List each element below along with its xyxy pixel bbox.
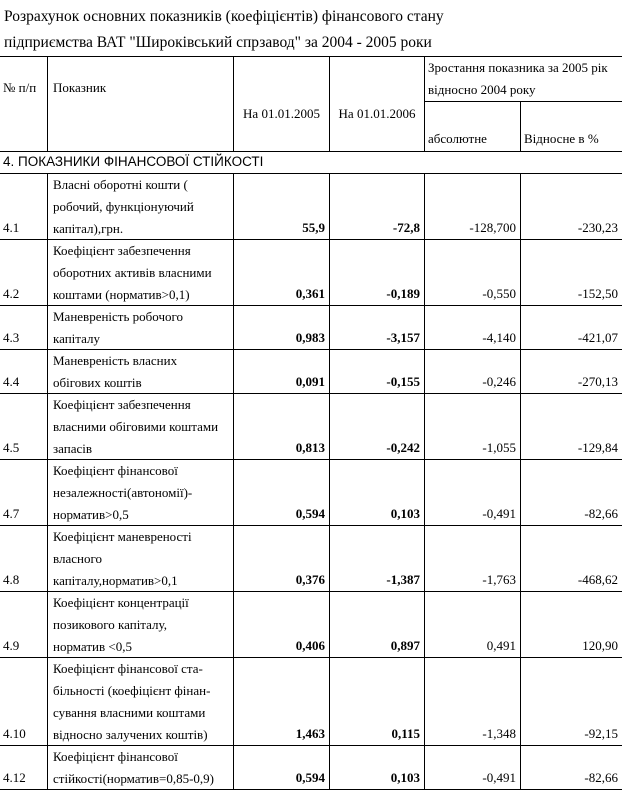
row-value-2005 <box>234 526 330 592</box>
row-growth-absolute <box>425 240 521 306</box>
row-growth-relative <box>521 174 622 240</box>
header-growth: Зростання показника за 2005 рік відносно 2004 року <box>425 56 622 102</box>
row-value-2006 <box>330 460 425 526</box>
row-growth-absolute-text: -1,763 <box>482 572 516 587</box>
row-growth-relative <box>521 394 622 460</box>
row-value-2006-text: -3,157 <box>386 330 420 345</box>
row-growth-absolute-text: -128,700 <box>469 220 516 235</box>
row-value-2005-text: 0,813 <box>295 440 325 455</box>
row-value-2006-text: -72,8 <box>392 220 420 235</box>
row-value-2005-text: 55,9 <box>302 220 325 235</box>
row-growth-relative-text: -270,13 <box>577 374 618 389</box>
row-growth-relative <box>521 592 622 658</box>
row-indicator-name: Коефіцієнт забезпечення власними обіговими коштами запасів <box>48 394 234 460</box>
row-growth-absolute-text: -1,055 <box>482 440 516 455</box>
row-value-2005-text: 0,091 <box>295 374 325 389</box>
row-value-2005-text: 0,376 <box>295 572 325 587</box>
row-growth-absolute-text: -4,140 <box>482 330 516 345</box>
document-title <box>4 4 618 56</box>
row-number-text: 4.9 <box>3 638 20 653</box>
row-number-text: 4.3 <box>3 330 20 345</box>
row-value-2005 <box>234 174 330 240</box>
row-number-text: 4.4 <box>3 374 20 389</box>
section-title: 4. ПОКАЗНИКИ ФІНАНСОВОЇ СТІЙКОСТІ <box>0 152 622 174</box>
row-value-2006 <box>330 526 425 592</box>
row-value-2005 <box>234 460 330 526</box>
row-growth-absolute <box>425 658 521 746</box>
row-number <box>0 394 48 460</box>
row-growth-relative <box>521 658 622 746</box>
row-value-2005-text: 1,463 <box>295 726 325 741</box>
row-value-2005-text: 0,594 <box>295 506 325 521</box>
title-line-1: Розрахунок основних показників (коефіцієнтів) фінансового стану <box>4 8 444 25</box>
title-line-2: підприємства ВАТ "Широківський спрзавод" за 2004 - 2005 роки <box>4 34 432 51</box>
row-growth-relative-text: -421,07 <box>577 330 618 345</box>
row-value-2006-text: -0,242 <box>386 440 420 455</box>
row-number <box>0 658 48 746</box>
header-2006: На 01.01.2006 <box>330 56 425 152</box>
row-indicator-name: Коефіцієнт фінансової ста- більності (коефіцієнт фінан- сування власними коштами відносно залучених коштів) <box>48 658 234 746</box>
header-2005: На 01.01.2005 <box>234 56 330 152</box>
row-value-2005 <box>234 746 330 790</box>
row-growth-relative <box>521 460 622 526</box>
row-growth-relative <box>521 746 622 790</box>
row-value-2005 <box>234 658 330 746</box>
row-growth-absolute <box>425 526 521 592</box>
row-number <box>0 746 48 790</box>
row-number-text: 4.1 <box>3 220 20 235</box>
row-growth-relative-text: -129,84 <box>577 440 618 455</box>
row-number-text: 4.2 <box>3 286 20 301</box>
row-indicator-name: Коефіцієнт забезпечення оборотних активів власними коштами (норматив>0,1) <box>48 240 234 306</box>
row-growth-relative <box>521 306 622 350</box>
row-growth-relative-text: -468,62 <box>577 572 618 587</box>
row-value-2005-text: 0,594 <box>295 770 325 785</box>
row-value-2006 <box>330 240 425 306</box>
row-value-2006 <box>330 306 425 350</box>
row-growth-absolute-text: -1,348 <box>482 726 516 741</box>
row-number-text: 4.12 <box>3 770 26 785</box>
row-growth-absolute <box>425 174 521 240</box>
row-indicator-name: Коефіцієнт концентрації позикового капіталу, норматив <0,5 <box>48 592 234 658</box>
row-growth-relative-text: -82,66 <box>584 770 618 785</box>
row-growth-absolute-text: -0,491 <box>482 770 516 785</box>
row-value-2005-text: 0,983 <box>295 330 325 345</box>
row-value-2005-text: 0,361 <box>295 286 325 301</box>
row-growth-relative <box>521 526 622 592</box>
row-growth-absolute <box>425 460 521 526</box>
row-number <box>0 350 48 394</box>
header-indicator: Показник <box>48 56 234 152</box>
row-value-2005 <box>234 350 330 394</box>
row-growth-absolute-text: -0,550 <box>482 286 516 301</box>
row-value-2005-text: 0,406 <box>295 638 325 653</box>
row-number-text: 4.7 <box>3 506 20 521</box>
row-number-text: 4.10 <box>3 726 26 741</box>
row-growth-absolute-text: 0,491 <box>486 638 516 653</box>
header-absolute: абсолютне <box>425 102 521 152</box>
row-value-2005 <box>234 306 330 350</box>
row-value-2006 <box>330 658 425 746</box>
row-value-2006 <box>330 746 425 790</box>
row-growth-absolute <box>425 394 521 460</box>
row-indicator-name: Коефіцієнт фінансової незалежності(автономії)- норматив>0,5 <box>48 460 234 526</box>
row-indicator-name: Власні оборотні кошти ( робочий, функціонуючий капітал),грн. <box>48 174 234 240</box>
row-value-2006-text: 0,897 <box>390 638 420 653</box>
row-growth-absolute <box>425 746 521 790</box>
row-indicator-name: Маневреність робочого капіталу <box>48 306 234 350</box>
row-growth-absolute <box>425 306 521 350</box>
row-value-2006 <box>330 394 425 460</box>
row-growth-relative-text: -82,66 <box>584 506 618 521</box>
row-value-2006-text: 0,103 <box>390 770 420 785</box>
row-indicator-name: Коефіцієнт фінансової стійкості(норматив=0,85-0,9) <box>48 746 234 790</box>
row-value-2005 <box>234 592 330 658</box>
row-value-2006 <box>330 350 425 394</box>
row-growth-relative-text: 120,90 <box>582 638 618 653</box>
row-growth-absolute-text: -0,491 <box>482 506 516 521</box>
row-growth-relative-text: -230,23 <box>577 220 618 235</box>
row-number-text: 4.5 <box>3 440 20 455</box>
header-relative: Відносне в % <box>521 102 622 152</box>
row-growth-relative <box>521 240 622 306</box>
row-value-2006 <box>330 592 425 658</box>
row-growth-absolute <box>425 350 521 394</box>
row-indicator-name: Коефіцієнт маневреності власного капіталу,норматив>0,1 <box>48 526 234 592</box>
row-growth-relative-text: -152,50 <box>577 286 618 301</box>
header-num: № п/п <box>0 56 48 152</box>
row-number <box>0 240 48 306</box>
row-number <box>0 306 48 350</box>
row-value-2006-text: -1,387 <box>386 572 420 587</box>
row-value-2005 <box>234 394 330 460</box>
row-value-2005 <box>234 240 330 306</box>
row-value-2006-text: -0,155 <box>386 374 420 389</box>
row-indicator-name: Маневреність власних обігових коштів <box>48 350 234 394</box>
row-value-2006-text: 0,103 <box>390 506 420 521</box>
row-number <box>0 460 48 526</box>
row-number <box>0 592 48 658</box>
row-growth-relative <box>521 350 622 394</box>
row-number-text: 4.8 <box>3 572 20 587</box>
row-value-2006 <box>330 174 425 240</box>
row-number <box>0 174 48 240</box>
row-growth-absolute-text: -0,246 <box>482 374 516 389</box>
row-growth-absolute <box>425 592 521 658</box>
row-growth-relative-text: -92,15 <box>584 726 618 741</box>
row-value-2006-text: -0,189 <box>386 286 420 301</box>
row-value-2006-text: 0,115 <box>391 726 420 741</box>
row-number <box>0 526 48 592</box>
